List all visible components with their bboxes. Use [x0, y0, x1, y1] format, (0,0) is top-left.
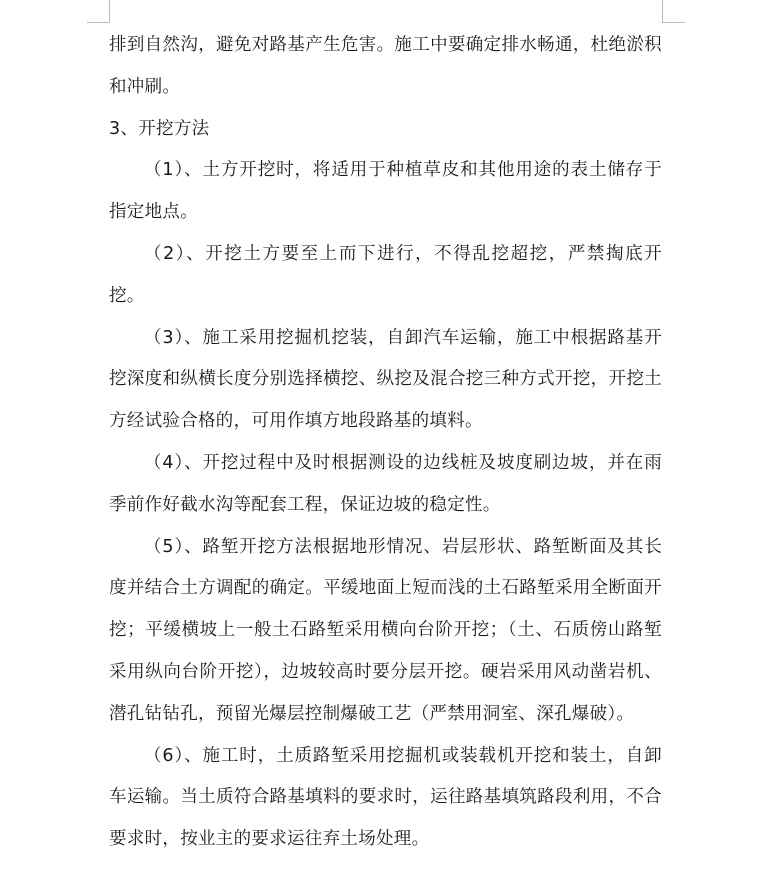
page-corner-mark-right: [662, 0, 685, 23]
document-body[interactable]: [109, 25, 662, 861]
paragraph-item-2: （2）、开挖土方要至上而下进行，不得乱挖超挖，严禁掏底开挖。: [109, 243, 662, 306]
paragraph-drainage-continued: 排到自然沟，避免对路基产生危害。施工中要确定排水畅通，杜绝淤积和冲刷。: [109, 35, 662, 97]
paragraph-item-1: （1）、土方开挖时，将适用于种植草皮和其他用途的表土储存于指定地点。: [109, 160, 662, 223]
paragraph-item-6: （6）、施工时，土质路堑采用挖掘机或装载机开挖和装土，自卸车运输。当土质符合路基填料的要求时，运往路基填筑路段利用，不合要求时，按业主的要求运往弃土场处理。: [109, 745, 662, 850]
section-heading-excavation-method: 3、开挖方法: [109, 118, 210, 139]
paragraph-item-3: （3）、施工采用挖掘机挖装，自卸汽车运输，施工中根据路基开挖深度和纵横长度分别选择横挖、纵挖及混合挖三种方式开挖，开挖土方经试验合格的，可用作填方地段路基的填料。: [109, 327, 662, 432]
page-corner-mark-left: [87, 0, 110, 23]
paragraph-item-5: （5）、路堑开挖方法根据地形情况、岩层形状、路堑断面及其长度并结合土方调配的确定。平缓地面上短而浅的土石路堑采用全断面开挖；平缓横坡上一般土石路堑采用横向台阶开挖；（土、石质傍山路堑采用纵向台阶开挖），边坡较高时要分层开挖。硬岩采用风动凿岩机、潜孔钻钻孔，预留光爆层控制爆破工艺（严禁用洞室、深孔爆破）。: [109, 536, 662, 724]
paragraph-item-4: （4）、开挖过程中及时根据测设的边线桩及坡度刷边坡，并在雨季前作好截水沟等配套工程，保证边坡的稳定性。: [109, 452, 662, 515]
